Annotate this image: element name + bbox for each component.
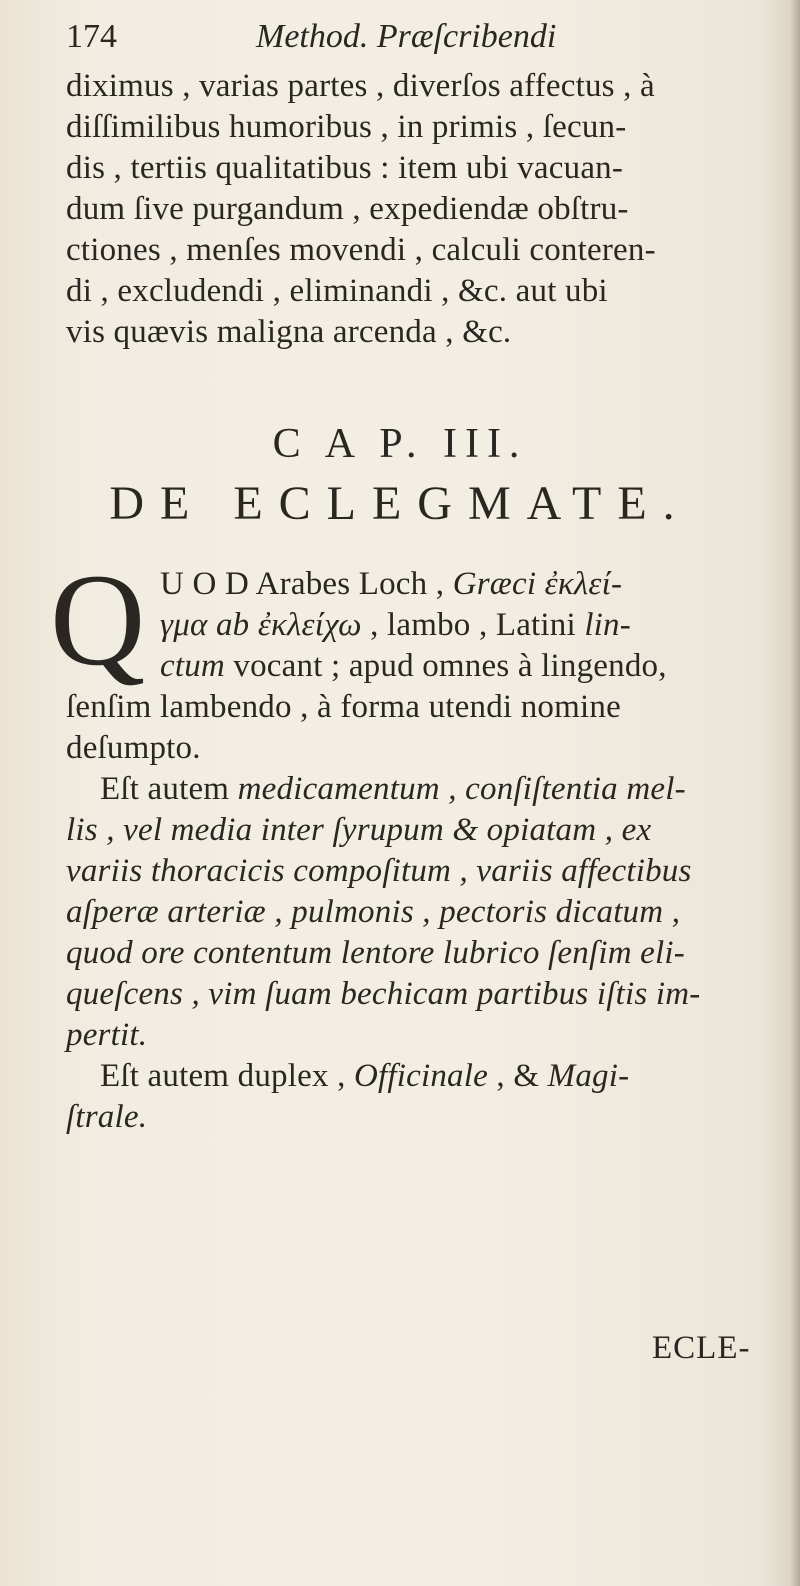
page-gutter-shadow [790,0,800,1586]
text-span: Eſt autem [100,771,238,807]
text-line: queſcens , vim ſuam bechicam partibus iſtis im- [66,976,701,1012]
text-span: U O D Arabes Loch , [160,566,445,602]
text-line [100,771,686,808]
text-line: ctiones , menſes movendi , calculi conteren- [66,232,656,268]
chapter-number: C A P. III. [272,421,528,467]
page-header [66,16,766,62]
chapter-title: DE ECLEGMATE. [109,477,691,530]
text-span: medicamentum , conſiſtentia mel- [237,771,686,807]
text-line: dum ſive purgandum , expediendæ obſtru- [66,191,629,227]
text-span: Officinale [354,1058,488,1094]
text-line: pertit. [66,1017,148,1053]
catchword: ECLE- [652,1330,751,1366]
text-line [160,607,631,644]
text-line [100,1058,629,1095]
text-line: deſumpto. [66,730,201,766]
text-line: diſſimilibus humoribus , in primis , ſecun- [66,109,627,145]
text-line: diximus , varias partes , diverſos affectus , à [66,68,655,104]
text-span: Græci [452,566,537,602]
text-line [160,566,622,603]
text-span: , & [496,1058,540,1094]
text-span: ctum [160,648,225,684]
drop-cap: Q [50,546,146,693]
text-span: Eſt autem duplex , [100,1058,346,1094]
text-line: ſtrale. [66,1099,148,1135]
page-number: 174 [66,18,117,55]
text-line: ſenſim lambendo , à forma utendi nomine [66,689,621,725]
text-span: ab [215,607,250,643]
text-span: , lambo , Latini [370,607,576,643]
text-line: dis , tertiis qualitatibus : item ubi vacuan- [66,150,624,186]
text-line: quod ore contentum lentore lubrico ſenſim eli- [66,935,685,971]
text-line: variis thoracicis compoſitum , variis affectibus [66,853,692,889]
text-span: vocant ; apud omnes à lingendo, [233,648,667,684]
text-span: lin- [584,607,631,643]
greek-word: ἐκλείχω [257,607,362,643]
text-span: Magi- [547,1058,630,1094]
text-line: lis , vel media inter ſyrupum & opiatam , ex [66,812,652,848]
running-title: Method. Præſcribendi [256,18,557,55]
text-line [160,648,667,685]
text-line: aſperæ arteriæ , pulmonis , pectoris dicatum , [66,894,681,930]
text-line: vis quævis maligna arcenda , &c. [66,314,512,350]
greek-word: ἐκλεί- [544,566,623,602]
greek-word: γμα [160,607,208,643]
text-line: di , excludendi , eliminandi , &c. aut ubi [66,273,608,309]
